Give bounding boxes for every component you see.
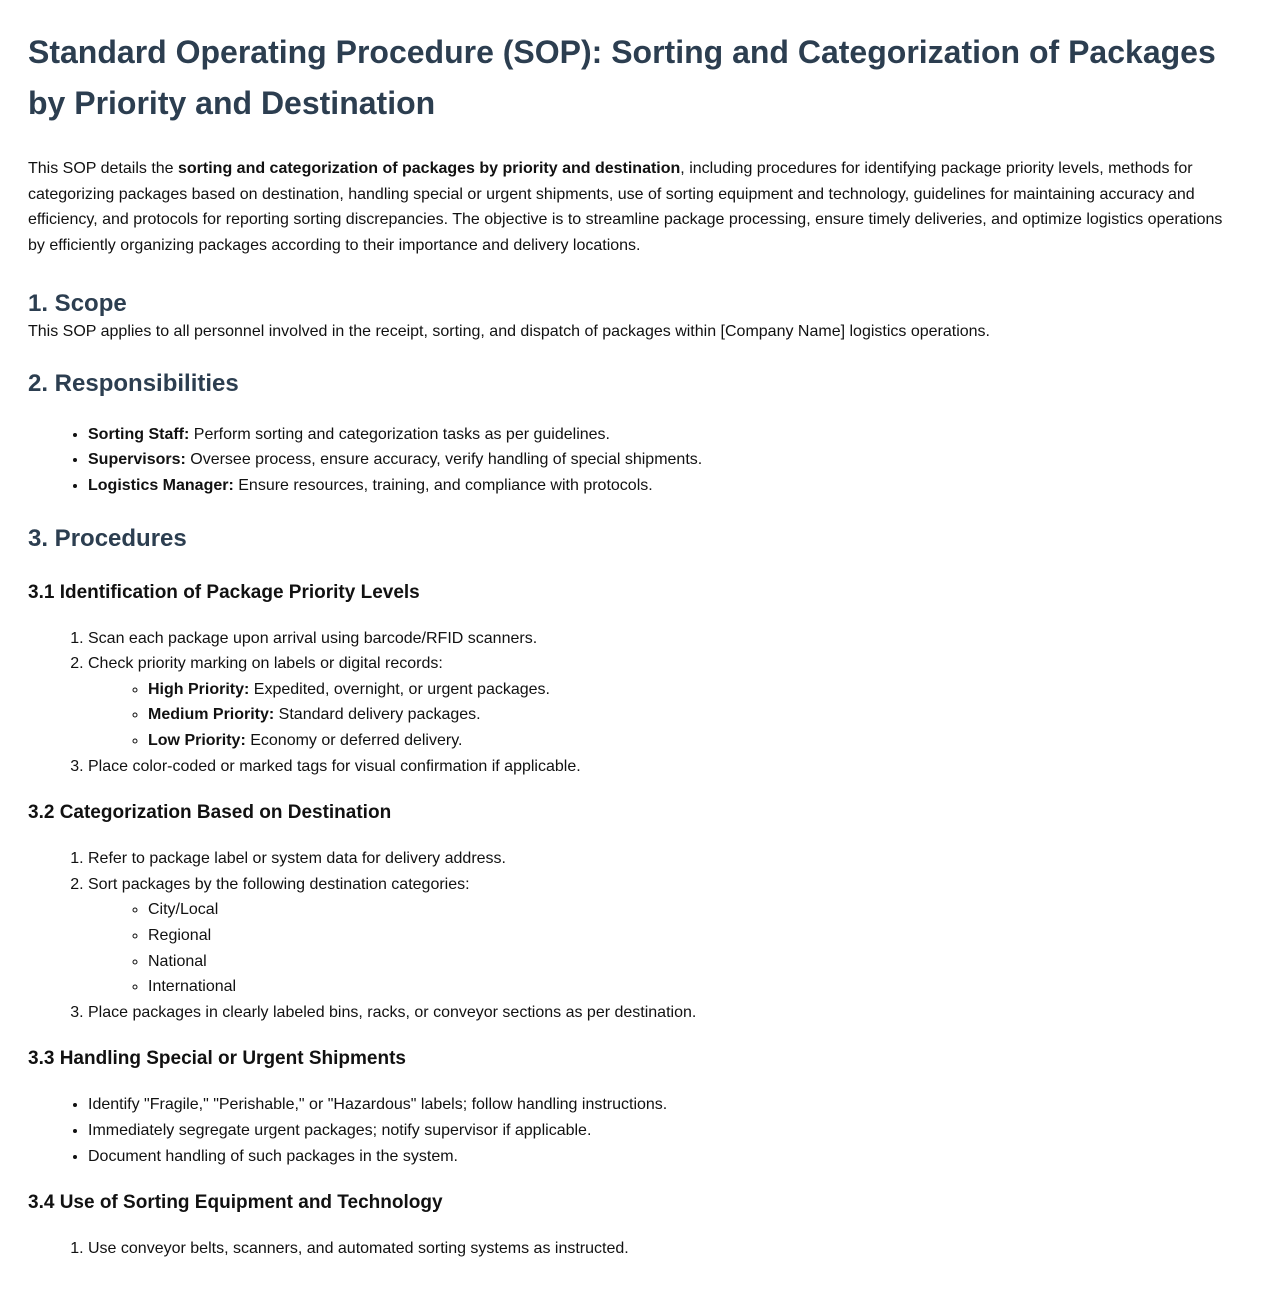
list-item [88,473,1235,499]
priority-text: Expedited, overnight, or urgent packages. [249,680,550,698]
list-item: • Immediately segregate urgent packages; notify supervisor if applicable. [88,1118,1235,1144]
list-item [88,626,1235,652]
list-item: ◦ City/Local [148,897,1235,923]
special-shipments-list [28,1092,1235,1169]
priority-text: Economy or deferred delivery. [245,731,463,749]
role-text: Perform sorting and categorization tasks as per guidelines. [189,425,610,443]
priority-steps-list [28,626,1235,780]
list-item [88,1000,1235,1026]
role-text: Ensure resources, training, and compliance with protocols. [233,477,653,494]
step-text: Check priority marking on labels or digital records: [88,655,443,673]
list-item [148,677,1235,703]
intro-bold: sorting and categorization of packages by priority and destination [178,160,681,177]
list-item: ◦ Regional [148,923,1235,949]
procedures-heading: 3. Procedures [28,524,187,552]
list-item: ◦ International [148,974,1235,1000]
destination-steps-list [28,846,1235,1025]
step-text: Sort packages by the following destination categories: [88,875,470,893]
page-title: Standard Operating Procedure (SOP): Sorting and Categorization of Packages by Priority and Destination [28,34,1216,121]
role-label: Supervisors: [88,451,186,469]
list-item [88,651,1235,753]
list-item [148,728,1235,754]
step-text: Refer to package label or system data for delivery address. [88,850,506,868]
priority-label: High Priority: [148,680,250,698]
subsection-3-2-heading: 3.2 Categorization Based on Destination [28,802,392,824]
list-item [88,846,1235,872]
scope-heading: 1. Scope [28,289,127,317]
priority-levels-list [88,677,1235,754]
list-item [88,1236,1235,1262]
responsibilities-list [28,422,1235,499]
intro-suffix: , including procedures for identifying package priority levels, methods for categorizing packages based on destination, handling special or urgent shipments, use of sorting equipment and technology, guidelines for maintaining accuracy and efficiency, and protocols for reporting sorting discrepancies. The objective is to streamline package processing, ensure timely deliveries, and optimize logistics operations by efficiently organizing packages according to their importance and delivery locations. [28,160,1223,255]
role-label: Sorting Staff: [88,425,190,443]
destination-categories-list [88,897,1235,999]
subsection-3-1-heading: 3.1 Identification of Package Priority Levels [28,581,420,603]
list-item: • Document handling of such packages in the system. [88,1144,1235,1170]
list-item: ◦ National [148,949,1235,975]
subsection-3-4-heading: 3.4 Use of Sorting Equipment and Technology [28,1192,443,1214]
equipment-steps-list [28,1236,1235,1262]
list-item [88,422,1235,448]
priority-label: Medium Priority: [148,706,275,724]
list-item [88,872,1235,1000]
scope-text: This SOP applies to all personnel involved in the receipt, sorting, and dispatch of packages within [Company Name] logistics operations. [28,322,990,340]
list-item [148,702,1235,728]
step-text: Place color-coded or marked tags for visual confirmation if applicable. [88,757,581,775]
list-item [88,447,1235,473]
intro-paragraph [28,156,1235,259]
document [0,27,1263,1262]
step-text: Use conveyor belts, scanners, and automated sorting systems as instructed. [88,1240,629,1258]
subsection-3-3-heading: 3.3 Handling Special or Urgent Shipments [28,1048,406,1070]
list-item [88,754,1235,780]
role-text: Oversee process, ensure accuracy, verify handling of special shipments. [185,451,703,469]
step-text: Place packages in clearly labeled bins, racks, or conveyor sections as per destination. [88,1003,697,1021]
intro-prefix: This SOP details the [28,160,178,177]
list-item: • Identify "Fragile," "Perishable," or "Hazardous" labels; follow handling instructions. [88,1092,1235,1118]
priority-label: Low Priority: [148,731,246,749]
responsibilities-heading: 2. Responsibilities [28,369,239,397]
priority-text: Standard delivery packages. [274,706,481,724]
step-text: Scan each package upon arrival using barcode/RFID scanners. [88,629,538,647]
role-label: Logistics Manager: [88,477,234,494]
